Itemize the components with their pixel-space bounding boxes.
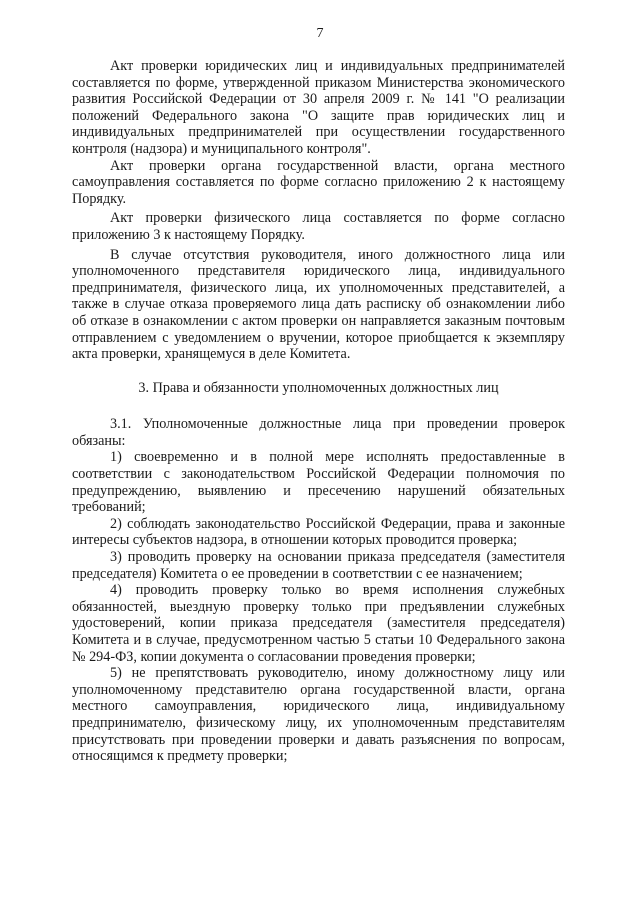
paragraph-act-government-body: Акт проверки органа государственной власти, органа местного самоуправления составляется по форме согласно приложению 2 к настоящему Порядку. [72,157,565,207]
section-heading: 3. Права и обязанности уполномоченных должностных лиц [138,379,499,396]
list-item-duty-1: 1) своевременно и в полной мере исполнять предоставленные в соответствии с законодательством Российской Федерации полномочия по предупреждению, выявлению и пресечению нарушений обязательных требований; [72,449,565,516]
list-item-duty-5: 5) не препятствовать руководителю, иному должностному лицу или уполномоченному представителю органа государственной власти, органа местного самоуправления, юридического лица, индивидуальному предпринимателю, физическому лицу, их уполномоченным представителям присутствовать при проведении проверки и давать разъяснения по вопросам, относящимся к предмету проверки; [72,665,565,765]
paragraph-act-delivery: В случае отсутствия руководителя, иного должностного лица или уполномоченного представителя юридического лица, индивидуального предпринимателя, физического лица, их уполномоченных представителей, а также в случае отказа проверяемого лица дать расписку об ознакомлении либо об отказе в ознакомлении с актом проверки он направляется заказным почтовым отправлением с уведомлением о вручении, которое приобщается к экземпляру акта проверки, хранящемуся в деле Комитета. [72,246,565,363]
list-item-duty-4: 4) проводить проверку только во время исполнения служебных обязанностей, выездную проверку только при предъявлении служебных удостоверений, копии приказа председателя (заместителя председателя) Комитета и в случае, предусмотренном частью 5 статьи 10 Федерального закона № 294-ФЗ, копии документа о согласовании проведения проверки; [72,582,565,665]
paragraph-duties-intro: 3.1. Уполномоченные должностные лица при проведении проверок обязаны: [72,416,565,449]
paragraph-act-legal-entities: Акт проверки юридических лиц и индивидуальных предпринимателей составляется по форме, утвержденной приказом Министерства экономического развития Российской Федерации от 30 апреля 2009 г. № 141 "О реализации положений Федерального закона "О защите прав юридических лиц и индивидуальных предпринимателей при осуществлении государственного контроля (надзора) и муниципального контроля". [72,58,565,157]
list-item-duty-3: 3) проводить проверку на основании приказа председателя (заместителя председателя) Комитета о ее проведении в соответствии с ее назначением; [72,549,565,582]
list-item-duty-2: 2) соблюдать законодательство Российской Федерации, права и законные интересы субъектов надзора, в отношении которых проводится проверка; [72,515,565,549]
page-number: 7 [316,26,324,41]
paragraph-act-individual: Акт проверки физического лица составляется по форме согласно приложению 3 к настоящему Порядку. [72,210,565,243]
document-body [72,58,565,765]
